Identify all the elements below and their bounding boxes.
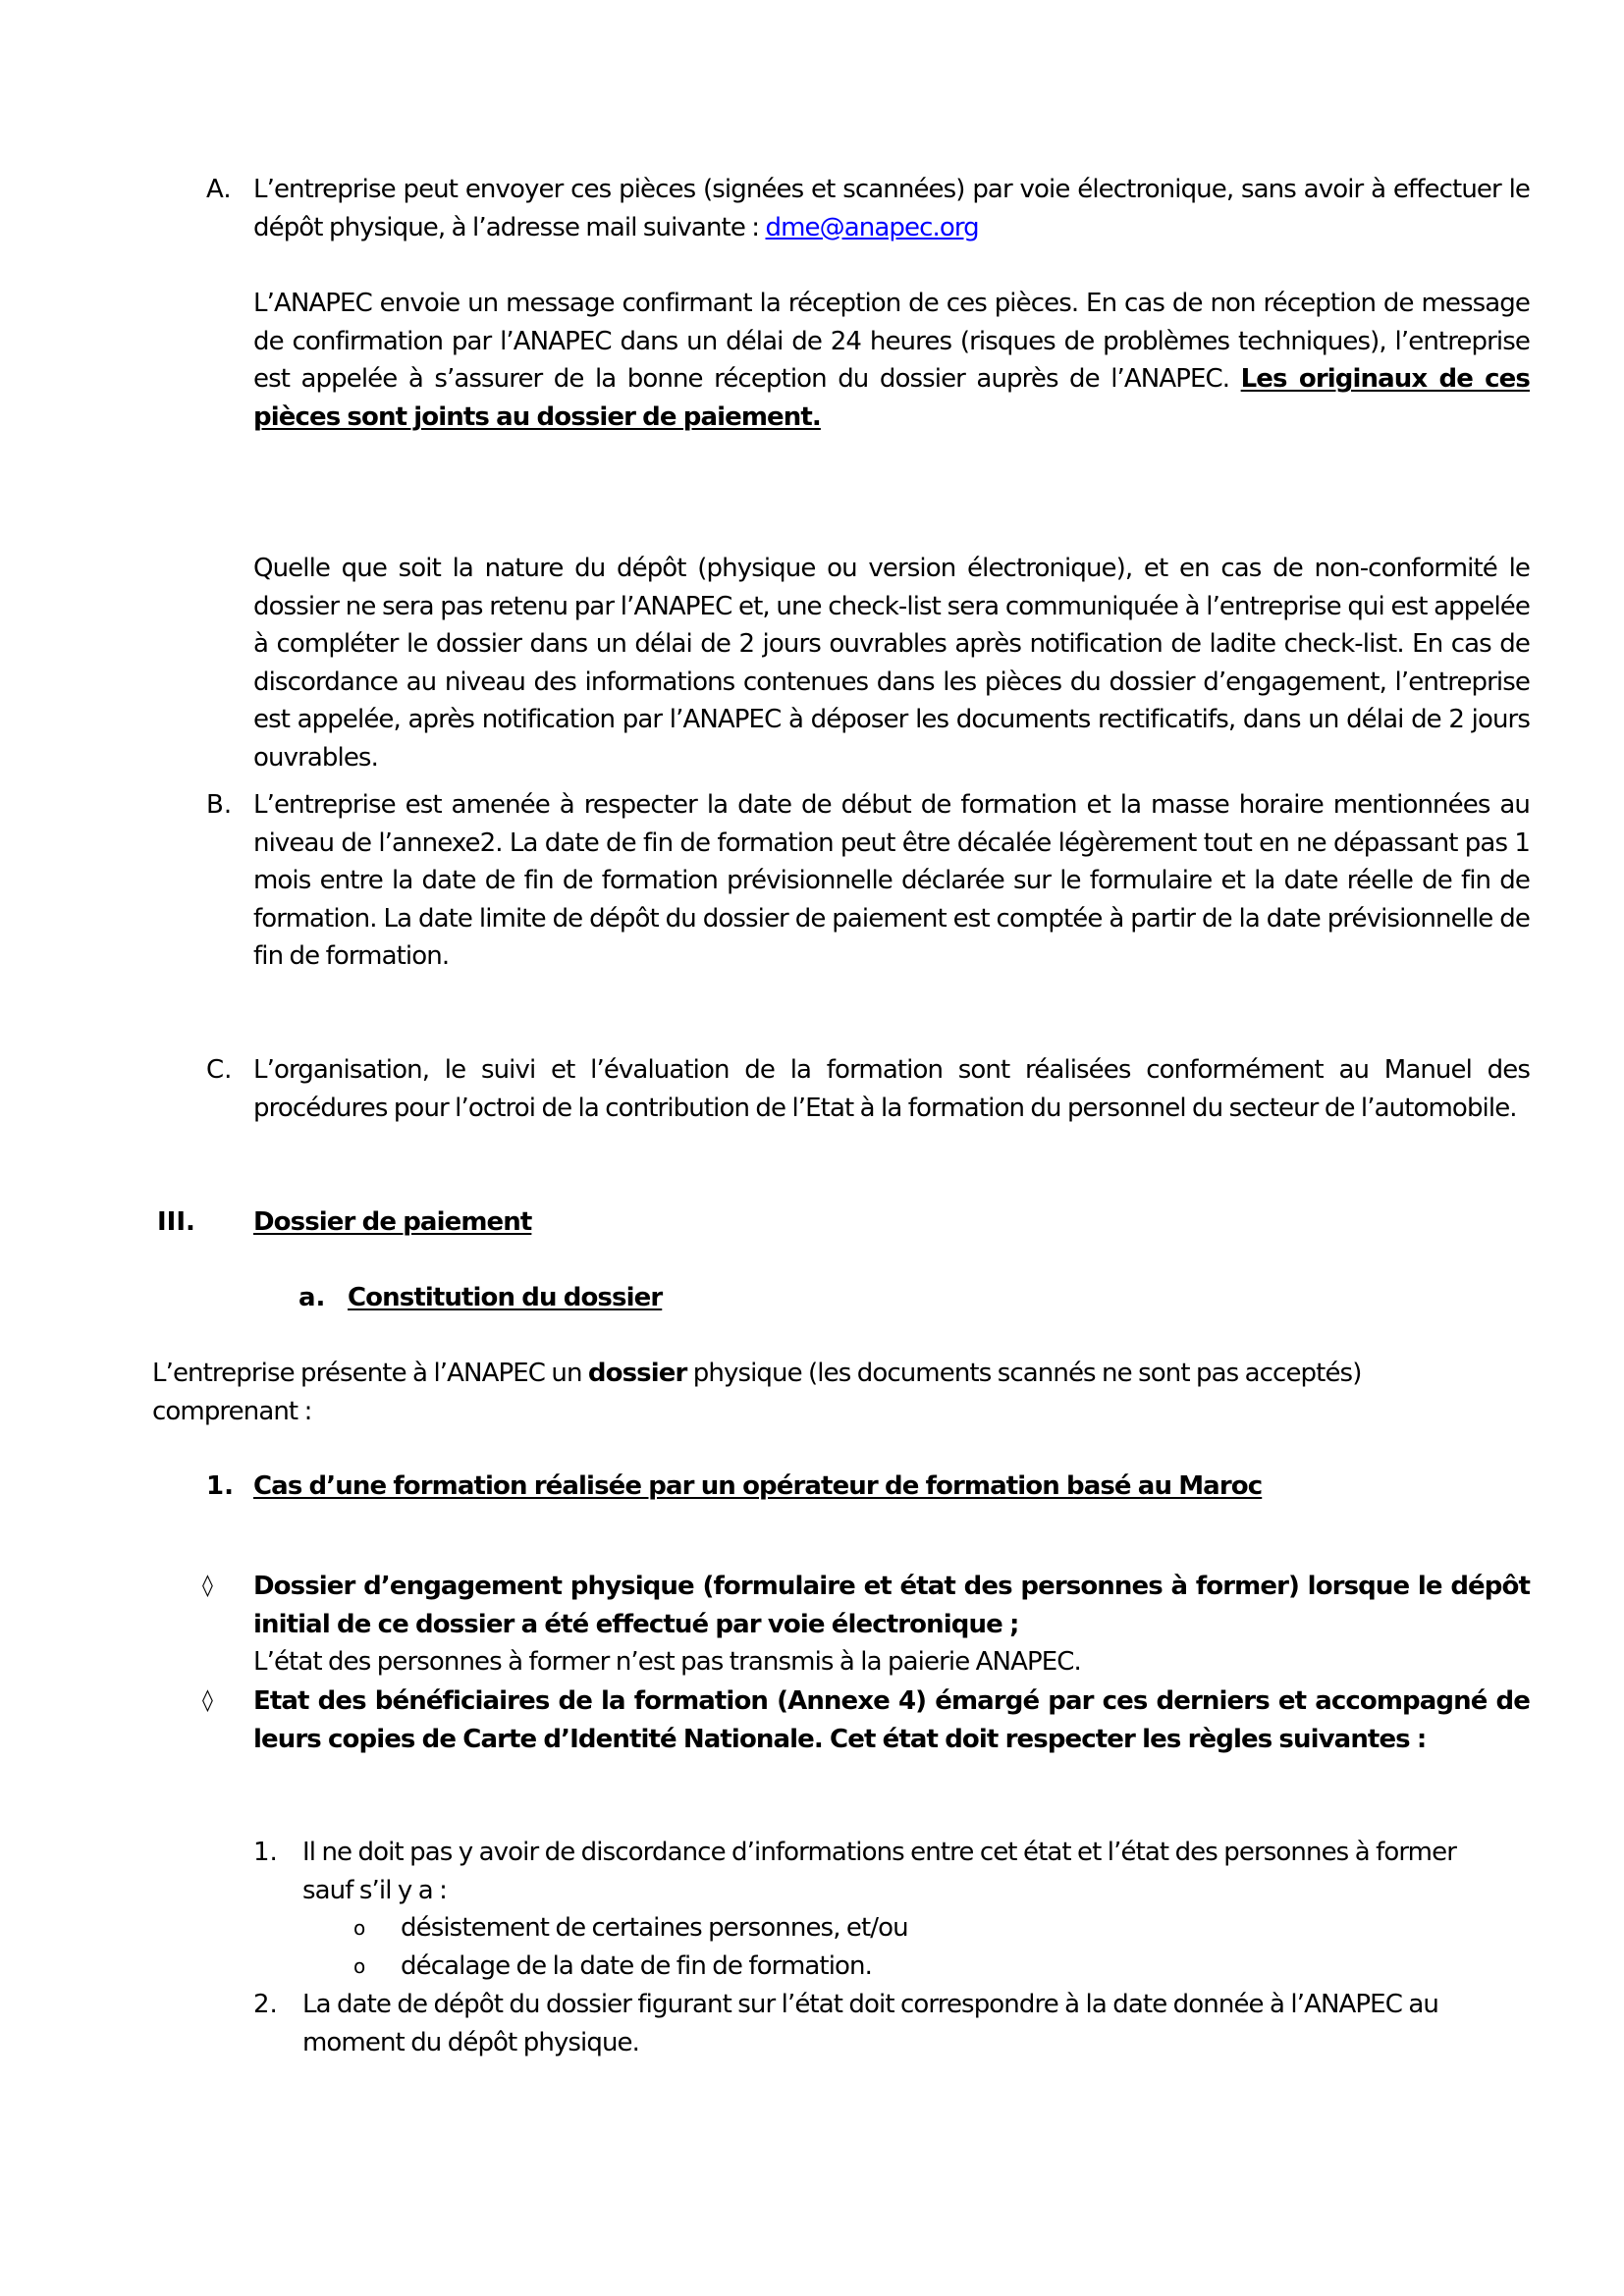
- list-marker-a: A.: [206, 175, 232, 204]
- list-marker-c: C.: [206, 1055, 233, 1085]
- bullet-1-bold-text: Dossier d’engagement physique (formulaire et état des personnes à former) lorsque le dépôt initial de ce dossier a été effectué par voie électronique ;: [253, 1572, 1530, 1639]
- section-c-paragraph: [253, 1051, 1530, 1127]
- non-conformity-text: Quelle que soit la nature du dépôt (physique ou version électronique), et en cas de non-conformité le dossier ne sera pas retenu par l’ANAPEC et, une check-list sera communiquée à l’entreprise qui est appelée à compléter le dossier dans un délai de 2 jours ouvrables après notification de ladite check-list. En cas de discordance au niveau des informations contenues dans les pièces du dossier d’engagement, l’entreprise est appelée, après notification par l’ANAPEC à déposer les documents rectificatifs, dans un délai de 2 jours ouvrables.: [253, 554, 1530, 773]
- section-a-paragraph-2: [253, 285, 1530, 436]
- rule-1-sub-item-2: décalage de la date de fin de formation.: [401, 1951, 872, 1981]
- rule-1-sub-item-1: désistement de certaines personnes, et/ou: [401, 1913, 908, 1943]
- rule-2-text-block: [302, 1986, 1510, 2061]
- list-marker-b: B.: [206, 790, 233, 820]
- confirmation-text: L’ANAPEC envoie un message confirmant la réception de ces pièces. En cas de non réception de message de confirmation par l’ANAPEC dans un délai de 24 heures (risques de problèmes techniques), l’entreprise est appelée à s’assurer de la bonne réception du dossier auprès de l’ANAPEC.: [253, 289, 1530, 395]
- intro-paragraph: [152, 1355, 1429, 1430]
- section-a-paragraph-3: [253, 550, 1530, 777]
- subheading-a-marker: a.: [298, 1283, 326, 1312]
- bullet-1-note: L’état des personnes à former n’est pas transmis à la paierie ANAPEC.: [253, 1647, 1081, 1678]
- rule-1-marker: 1.: [253, 1838, 278, 1867]
- rule-2-marker: 2.: [253, 1990, 278, 2019]
- rule-2-text: La date de dépôt du dossier figurant sur l’état doit correspondre à la date donnée à l’ANAPEC au moment du dépôt physique.: [302, 1990, 1438, 2057]
- email-link[interactable]: dme@anapec.org: [765, 212, 979, 242]
- bullet-etat-beneficiaires: [253, 1682, 1530, 1758]
- lozenge-bullet-icon: ◊: [202, 1574, 213, 1598]
- case-1-marker: 1.: [206, 1471, 234, 1501]
- section-a-text: L’entreprise peut envoyer ces pièces (signées et scannées) par voie électronique, sans avoir à effectuer le dépôt physique, à l’adresse mail suivante :: [253, 175, 1530, 242]
- heading-3-marker: III.: [157, 1207, 195, 1237]
- section-b-paragraph: [253, 786, 1530, 976]
- lozenge-bullet-icon: ◊: [202, 1688, 213, 1713]
- intro-bold-word: dossier: [587, 1359, 687, 1388]
- rule-1-text: Il ne doit pas y avoir de discordance d’informations entre cet état et l’état des personnes à former sauf s’il y a :: [302, 1838, 1456, 1905]
- intro-text-before: L’entreprise présente à l’ANAPEC un: [152, 1359, 588, 1388]
- circle-bullet-icon: o: [353, 1916, 366, 1940]
- section-a-paragraph-1: [253, 171, 1530, 246]
- originals-emphasis: Les originaux de ces pièces sont joints au dossier de paiement.: [253, 364, 1530, 432]
- case-1-title: Cas d’une formation réalisée par un opérateur de formation basé au Maroc: [253, 1471, 1263, 1501]
- bullet-dossier-engagement: [253, 1568, 1530, 1682]
- rule-1-text-block: [302, 1834, 1471, 1909]
- heading-dossier-de-paiement: Dossier de paiement: [253, 1207, 532, 1237]
- section-b-text: L’entreprise est amenée à respecter la date de début de formation et la masse horaire mentionnées au niveau de l’annexe2. La date de fin de formation peut être décalée légèrement tout en ne dépassant pas 1 mois entre la date de fin de formation prévisionnelle déclarée sur le formulaire et la date réelle de fin de formation. La date limite de dépôt du dossier de paiement est comptée à partir de la date prévisionnelle de fin de formation.: [253, 790, 1530, 972]
- subheading-constitution-du-dossier: Constitution du dossier: [348, 1283, 663, 1312]
- intro-text-after: physique (les documents scannés ne sont pas acceptés) comprenant :: [152, 1359, 1362, 1426]
- section-c-text: L’organisation, le suivi et l’évaluation de la formation sont réalisées conformément au Manuel des procédures pour l’octroi de la contribution de l’Etat à la formation du personnel du secteur de l’automobile.: [253, 1055, 1530, 1123]
- bullet-2-bold-text: Etat des bénéficiaires de la formation (Annexe 4) émargé par ces derniers et accompagné de leurs copies de Carte d’Identité Nationale. Cet état doit respecter les règles suivantes :: [253, 1686, 1530, 1754]
- circle-bullet-icon: o: [353, 1954, 366, 1978]
